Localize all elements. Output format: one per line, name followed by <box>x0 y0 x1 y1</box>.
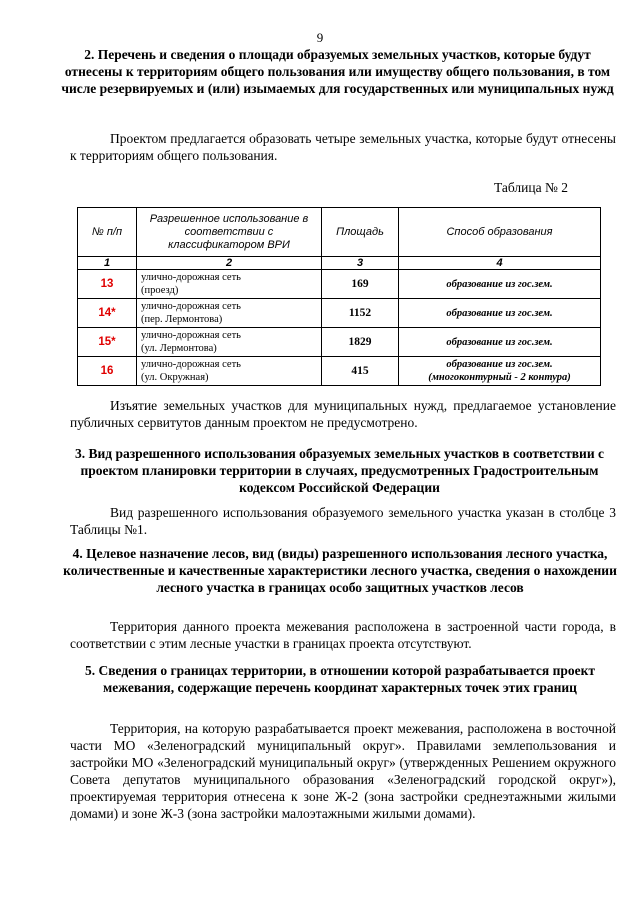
plot-area: 1829 <box>322 328 399 357</box>
plot-number: 13 <box>78 270 137 299</box>
column-number-2: 2 <box>137 257 322 270</box>
permitted-use-line-2: (проезд) <box>141 285 179 296</box>
table-row <box>78 270 601 299</box>
table-row <box>78 357 601 386</box>
permitted-use-line-2: (ул. Лермонтова) <box>141 343 217 354</box>
permitted-use-cell <box>137 299 322 328</box>
section-3-heading: 3. Вид разрешенного использования образуемых земельных участков в соответствии с проектом планировки территории в случаях, предусмотренных Градостроительным кодексом Российской Федерации <box>75 446 604 495</box>
permitted-use-cell <box>137 328 322 357</box>
formation-method-line-1: образование из гос.зем. <box>446 336 553 348</box>
permitted-use-cell <box>137 357 322 386</box>
section-4-paragraph <box>70 618 616 652</box>
plot-area: 415 <box>322 357 399 386</box>
table-column-numbers-row <box>78 257 601 270</box>
table-row <box>78 299 601 328</box>
formation-method-cell <box>399 270 601 299</box>
formation-method-cell <box>399 357 601 386</box>
permitted-use-line-1: улично-дорожная сеть <box>141 330 241 341</box>
section-4-text: Территория данного проекта межевания расположена в застроенной части города, в соответствии с этим лесные участки в границах проекта отсутствуют. <box>70 619 616 651</box>
permitted-use-cell <box>137 270 322 299</box>
plot-number: 15* <box>78 328 137 357</box>
table-caption: Таблица № 2 <box>494 180 568 195</box>
column-number-1: 1 <box>78 257 137 270</box>
section-2-after-table-text: Изъятие земельных участков для муниципальных нужд, предлагаемое установление публичных сервитутов данным проектом не предусмотрено. <box>70 398 616 430</box>
section-2-intro <box>70 130 616 164</box>
plot-area: 1152 <box>322 299 399 328</box>
section-5-text: Территория, на которую разрабатывается проект межевания, расположена в восточной части МО «Зеленоградский муниципальный округ». Правилами землепользования и застройки МО «Зеленоградский муниципальный округ» (утвержденных Решением окружного Совета депутатов муниципального образования «Зеленоградский городской округ»), проектируемая территория отнесена к зоне Ж-2 (зона застройки среднеэтажными жилыми домами) и зоне Ж-3 (зона застройки малоэтажными жилыми домами). <box>70 721 616 821</box>
formation-method-line-1: образование из гос.зем. <box>446 307 553 319</box>
page-number: 9 <box>316 30 324 45</box>
section-5-heading: 5. Сведения о границах территории, в отношении которой разрабатывается проект межевания, содержащие перечень координат характерных точек этих границ <box>84 663 596 695</box>
header-area: Площадь <box>322 208 399 257</box>
plot-number: 16 <box>78 357 137 386</box>
formation-method-line-2: (многоконтурный - 2 контура) <box>428 372 571 383</box>
table-header-row <box>78 208 601 257</box>
land-plots-table <box>77 207 601 386</box>
table-row <box>78 328 601 357</box>
formation-method-line-1: образование из гос.зем. <box>446 359 553 370</box>
section-5-paragraph <box>70 720 616 822</box>
column-number-4: 4 <box>399 257 601 270</box>
header-number: № п/п <box>78 208 137 257</box>
section-2-after-table <box>70 397 616 431</box>
plot-number: 14* <box>78 299 137 328</box>
formation-method-line-1: образование из гос.зем. <box>446 278 553 290</box>
section-2-heading: 2. Перечень и сведения о площади образуемых земельных участков, которые будут отнесены к территориям общего пользования или имуществу общего пользования, в том числе резервируемых и (или) изымаемых для государственных или муниципальных нужд <box>61 47 614 96</box>
permitted-use-line-1: улично-дорожная сеть <box>141 359 241 370</box>
section-2-intro-text: Проектом предлагается образовать четыре земельных участка, которые будут отнесены к территориям общего пользования. <box>70 131 616 163</box>
plot-area: 169 <box>322 270 399 299</box>
header-permitted-use: Разрешенное использование в соответствии с классификатором ВРИ <box>137 208 322 257</box>
permitted-use-line-2: (пер. Лермонтова) <box>141 314 223 325</box>
permitted-use-line-1: улично-дорожная сеть <box>141 301 241 312</box>
header-formation-method: Способ образования <box>399 208 601 257</box>
formation-method-cell <box>399 328 601 357</box>
permitted-use-line-1: улично-дорожная сеть <box>141 272 241 283</box>
formation-method-cell <box>399 299 601 328</box>
section-4-heading: 4. Целевое назначение лесов, вид (виды) разрешенного использования лесного участка, количественные и качественные характеристики лесного участка, сведения о нахождении лесного участка в границах особо защитных участков лесов <box>63 546 617 595</box>
section-3-text: Вид разрешенного использования образуемого земельного участка указан в столбце 3 Таблицы №1. <box>70 505 616 537</box>
permitted-use-line-2: (ул. Окружная) <box>141 372 209 383</box>
column-number-3: 3 <box>322 257 399 270</box>
section-3-paragraph <box>70 504 616 538</box>
